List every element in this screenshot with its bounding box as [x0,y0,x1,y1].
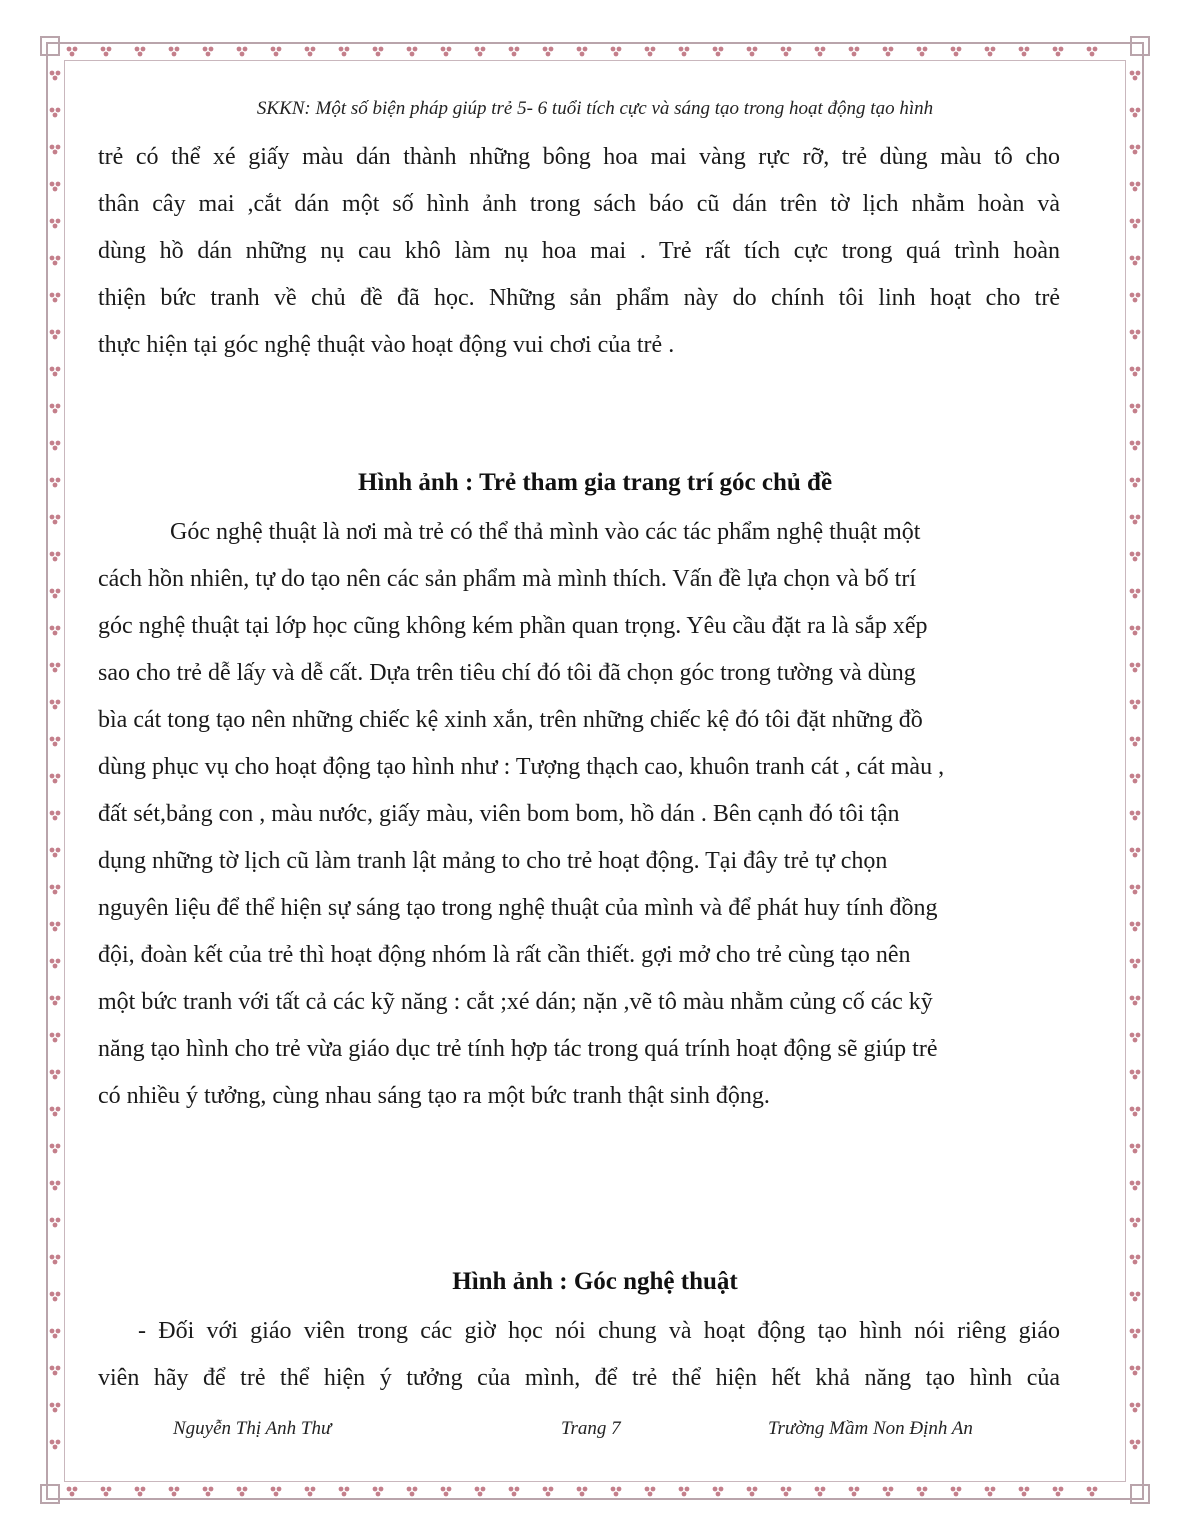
border-flower-ornament [917,1487,928,1497]
border-flower-ornament [713,47,724,57]
border-flower-ornament [883,47,894,57]
border-flower-ornament [679,1487,690,1497]
border-flower-ornament [1130,663,1141,673]
border-flower-ornament [50,589,61,599]
border-flower-ornament [50,71,61,81]
paragraph-line: năng tạo hình cho trẻ vừa giáo dục trẻ tính hợp tác trong quá trính hoạt động sẽ giúp trẻ [98,1036,938,1062]
border-flower-ornament [985,47,996,57]
border-flower-ornament [1130,774,1141,784]
border-flower-ornament [339,1487,350,1497]
border-flower-ornament [50,1403,61,1413]
border-flower-ornament [1130,700,1141,710]
border-flower-ornament [50,552,61,562]
border-flower-ornament [1087,47,1098,57]
paragraph-line: dùng phục vụ cho hoạt động tạo hình như : Tượng thạch cao, khuôn tranh cát , cát màu , [98,754,945,780]
border-flower-ornament [50,1033,61,1043]
paragraph-3 [98,1308,1060,1402]
border-flower-ornament [67,1487,78,1497]
border-flower-ornament [237,1487,248,1497]
paragraph-line: nguyên liệu để thể hiện sự sáng tạo trong nghệ thuật của mình và để phát huy tính đồng [98,895,938,921]
footer-school: Trường Mầm Non Định An [768,1418,973,1439]
border-flower-ornament [50,404,61,414]
border-flower-ornament [1130,737,1141,747]
border-flower-ornament [1130,182,1141,192]
border-flower-ornament [1130,71,1141,81]
border-flower-ornament [1130,1070,1141,1080]
border-flower-ornament [50,367,61,377]
paragraph-line: thực hiện tại góc nghệ thuật vào hoạt động vui chơi của trẻ . [98,332,675,358]
paragraph-line: Góc nghệ thuật là nơi mà trẻ có thể thả mình vào các tác phẩm nghệ thuật một [170,519,921,545]
image-caption-2: Hình ảnh : Góc nghệ thuật [452,1268,738,1295]
border-flower-ornament [1130,404,1141,414]
border-flower-ornament [1130,1107,1141,1117]
border-flower-ornament [1130,1255,1141,1265]
border-flower-ornament [747,1487,758,1497]
border-flower-ornament [50,811,61,821]
paragraph-line: đất sét,bảng con , màu nước, giấy màu, viên bom bom, hồ dán . Bên cạnh đó tôi tận [98,801,900,827]
paragraph-1 [98,134,1060,369]
border-flower-ornament [50,848,61,858]
border-flower-ornament [1130,330,1141,340]
document-header: SKKN: Một số biện pháp giúp trẻ 5- 6 tuổi tích cực và sáng tạo trong hoạt động tạo hình [256,98,934,119]
border-flower-ornament [50,182,61,192]
border-flower-ornament [305,1487,316,1497]
border-flower-ornament [951,47,962,57]
border-flower-ornament [203,47,214,57]
paragraph-line: đội, đoàn kết của trẻ thì hoạt động nhóm là rất cần thiết. gợi mở cho trẻ cùng tạo nên [98,942,911,968]
border-flower-ornament [50,737,61,747]
border-flower-ornament [1130,996,1141,1006]
border-flower-ornament [509,47,520,57]
border-flower-ornament [1130,885,1141,895]
border-flower-ornament [1130,922,1141,932]
border-flower-ornament [50,1440,61,1450]
border-flower-ornament [815,47,826,57]
border-flower-ornament [1087,1487,1098,1497]
paragraph-line: cách hồn nhiên, tự do tạo nên các sản phẩm mà mình thích. Vấn đề lựa chọn và bố trí [98,566,917,592]
border-flower-ornament [50,885,61,895]
border-flower-ornament [1053,1487,1064,1497]
border-flower-ornament [747,47,758,57]
border-flower-ornament [611,1487,622,1497]
paragraph-line: dụng những tờ lịch cũ làm tranh lật mảng to cho trẻ hoạt động. Tại đây trẻ tự chọn [98,848,888,874]
border-flower-ornament [611,47,622,57]
border-flower-ornament [543,47,554,57]
border-flower-ornament [441,1487,452,1497]
paragraph-line: - Đối với giáo viên trong các giờ học nói chung và hoạt động tạo hình nói riêng giáo [138,1318,1060,1344]
paragraph-line: có nhiều ý tưởng, cùng nhau sáng tạo ra một bức tranh thật sinh động. [98,1083,770,1109]
footer-author: Nguyễn Thị Anh Thư [173,1418,332,1439]
footer-page-number: Trang 7 [561,1418,621,1439]
border-flower-ornament [339,47,350,57]
border-flower-ornament [1130,552,1141,562]
paragraph-line: thiện bức tranh về chủ đề đã học. Những sản phẩm này do chính tôi linh hoạt cho trẻ [98,285,1060,311]
border-flower-ornament [50,441,61,451]
border-flower-ornament [951,1487,962,1497]
border-flower-ornament [1130,1144,1141,1154]
border-flower-ornament [67,47,78,57]
border-flower-ornament [1053,47,1064,57]
border-flower-ornament [1130,515,1141,525]
border-flower-ornament [101,47,112,57]
border-flower-ornament [50,1181,61,1191]
paragraph-line: viên hãy để trẻ thể hiện ý tưởng của mình, để trẻ thể hiện hết khả năng tạo hình của [98,1365,1060,1391]
image-caption-1: Hình ảnh : Trẻ tham gia trang trí góc chủ đề [357,469,833,496]
border-flower-ornament [577,47,588,57]
border-flower-ornament [1130,1181,1141,1191]
border-flower-ornament [50,256,61,266]
border-flower-ornament [441,47,452,57]
border-flower-ornament [50,219,61,229]
border-flower-ornament [373,1487,384,1497]
border-flower-ornament [50,996,61,1006]
border-flower-ornament [50,922,61,932]
border-flower-ornament [645,1487,656,1497]
border-flower-ornament [1130,626,1141,636]
border-flower-ornament [373,47,384,57]
paragraph-line: trẻ có thể xé giấy màu dán thành những bông hoa mai vàng rực rỡ, trẻ dùng màu tô cho [98,144,1060,170]
border-flower-ornament [883,1487,894,1497]
paragraph-line: thân cây mai ,cắt dán một số hình ảnh trong sách báo cũ dán trên tờ lịch nhằm hoàn và [98,191,1060,217]
border-flower-ornament [543,1487,554,1497]
border-flower-ornament [849,47,860,57]
border-flower-ornament [475,1487,486,1497]
border-flower-ornament [645,47,656,57]
border-flower-ornament [305,47,316,57]
border-flower-ornament [169,1487,180,1497]
border-flower-ornament [1130,848,1141,858]
border-flower-ornament [50,515,61,525]
border-flower-ornament [407,47,418,57]
border-flower-ornament [1019,47,1030,57]
border-flower-ornament [1019,1487,1030,1497]
border-flower-ornament [135,47,146,57]
paragraph-line: bìa cát tong tạo nên những chiếc kệ xinh xắn, trên những chiếc kệ đó tôi đặt những đồ [98,707,923,733]
border-flower-ornament [50,1107,61,1117]
border-flower-ornament [50,1144,61,1154]
border-flower-ornament [50,700,61,710]
border-flower-ornament [679,47,690,57]
border-flower-ornament [815,1487,826,1497]
border-flower-ornament [135,1487,146,1497]
border-flower-ornament [1130,1033,1141,1043]
border-flower-ornament [50,293,61,303]
border-flower-ornament [50,1255,61,1265]
border-flower-ornament [781,1487,792,1497]
border-flower-ornament [50,1329,61,1339]
border-flower-ornament [271,1487,282,1497]
border-flower-ornament [1130,1329,1141,1339]
paragraph-line: dùng hồ dán những nụ cau khô làm nụ hoa mai . Trẻ rất tích cực trong quá trình hoàn [98,238,1060,264]
border-flower-ornament [849,1487,860,1497]
border-flower-ornament [50,959,61,969]
border-flower-ornament [407,1487,418,1497]
border-flower-ornament [1130,219,1141,229]
border-flower-ornament [50,1070,61,1080]
border-flower-ornament [1130,1366,1141,1376]
border-flower-ornament [781,47,792,57]
border-flower-ornament [1130,589,1141,599]
border-flower-ornament [50,145,61,155]
border-flower-ornament [1130,811,1141,821]
border-flower-ornament [237,47,248,57]
paragraph-line: góc nghệ thuật tại lớp học cũng không kém phần quan trọng. Yêu cầu đặt ra là sắp xếp [98,613,928,639]
border-flower-ornament [169,47,180,57]
paragraph-2 [98,509,1060,1120]
border-flower-ornament [1130,145,1141,155]
border-flower-ornament [50,330,61,340]
border-flower-ornament [1130,959,1141,969]
border-flower-ornament [577,1487,588,1497]
border-flower-ornament [985,1487,996,1497]
paragraph-line: sao cho trẻ dễ lấy và dễ cất. Dựa trên tiêu chí đó tôi đã chọn góc trong tường và dùng [98,660,916,686]
border-flower-ornament [1130,256,1141,266]
border-flower-ornament [713,1487,724,1497]
border-flower-ornament [475,47,486,57]
border-flower-ornament [1130,1403,1141,1413]
border-flower-ornament [50,626,61,636]
border-flower-ornament [50,774,61,784]
border-flower-ornament [1130,1440,1141,1450]
border-flower-ornament [203,1487,214,1497]
border-flower-ornament [917,47,928,57]
border-flower-ornament [1130,293,1141,303]
border-flower-ornament [1130,367,1141,377]
border-flower-ornament [271,47,282,57]
border-flower-ornament [50,663,61,673]
paragraph-line: một bức tranh với tất cả các kỹ năng : cắt ;xé dán; nặn ,vẽ tô màu nhằm củng cố các kỹ [98,989,933,1015]
border-flower-ornament [50,1366,61,1376]
border-flower-ornament [101,1487,112,1497]
border-flower-ornament [1130,1218,1141,1228]
border-flower-ornament [50,1218,61,1228]
border-flower-ornament [509,1487,520,1497]
border-flower-ornament [1130,441,1141,451]
